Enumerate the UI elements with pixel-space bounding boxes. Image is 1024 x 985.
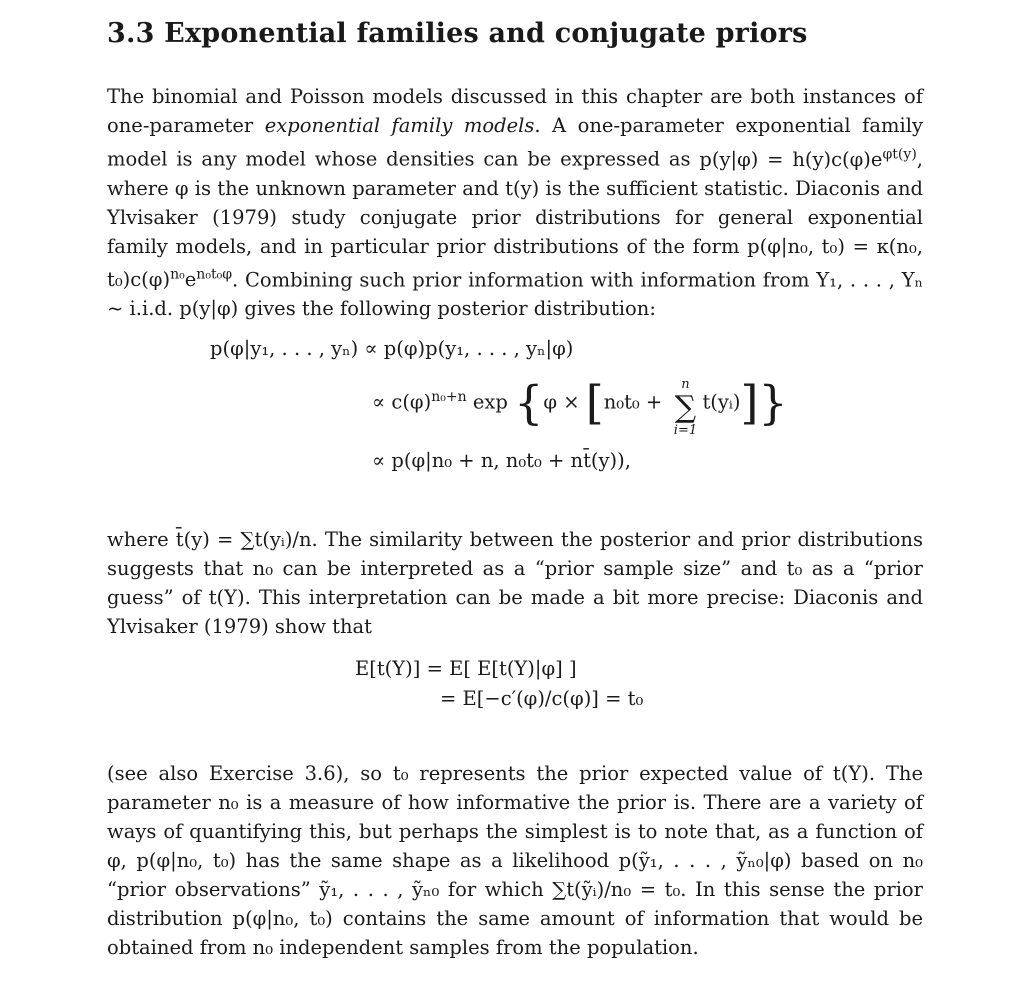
textbook-page <box>107 18 923 962</box>
emphasis-exponential-family: exponential family models <box>264 114 535 137</box>
intro-paragraph <box>107 82 923 323</box>
expectation-line-2: = E[−c′(φ)/c(φ)] = t₀ <box>440 687 644 711</box>
prior-formula: p(φ|n₀, t₀) = κ(n₀, $t_0)c(\varphi)^{n_0}e^{n_0t_0\varphi}$ <box>107 234 923 292</box>
posterior-line-2: ∝ $c(\varphi)^{n_0+n}$ exp {φ × [n₀t₀ + n ∑ i=1 t(yᵢ)]} <box>372 376 788 439</box>
summation-symbol: n ∑ i=1 <box>673 377 698 439</box>
intro-text-b: . A one-parameter exponential family model is any model whose densities can be expressed as <box>107 114 923 171</box>
prior-information-paragraph: (see also Exercise 3.6), so t₀ represents the prior expected value of t(Y). The parameter n₀ is a measure of how informative the prior is. There are a variety of ways of quantifying this, but perhaps the simplest is to note that, as a function of φ, p(φ|n₀, t₀) has the same shape as a likelihood p(ỹ₁, . . . , ỹₙ₀|φ) based on n₀ “prior observations” ỹ₁, . . . , ỹₙ₀ for which ∑t(ỹᵢ)/n₀ = t₀. In this sense the prior distribution p(φ|n₀, t₀) contains the same amount of information that would be obtained from n₀ independent samples from the population. <box>107 762 923 960</box>
expectation-equation <box>107 657 923 741</box>
section-heading: 3.3 Exponential families and conjugate priors <box>107 18 808 49</box>
expectation-line-1: E[t(Y)] = E[ E[t(Y)|φ] ] <box>355 657 577 681</box>
interpretation-paragraph: where t̄(y) = ∑t(yᵢ)/n. The similarity between the posterior and prior distributions suggests that n₀ can be interpreted as a “prior sample size” and t₀ as a “prior guess” of t(Y). This interpretation can be made a bit more precise: Diaconis and Ylvisaker (1979) show that <box>107 528 923 639</box>
intro-text-a: The binomial and Poisson models discussed in this chapter are both instances of one-parameter <box>107 85 923 137</box>
posterior-line-1: p(φ|y₁, . . . , yₙ) ∝ p(φ)p(y₁, . . . , yₙ|φ) <box>210 337 574 361</box>
density-formula: $p(y|\varphi) = h(y)c(\varphi)e^{\varphi t(y)}$ <box>699 146 917 171</box>
posterior-equation <box>107 337 923 507</box>
intro-text-d: . Combining such prior information with information from Y₁, . . . , Yₙ ~ i.i.d. p(y|φ) gives the following posterior distribution: <box>107 268 923 321</box>
posterior-line-3: ∝ p(φ|n₀ + n, n₀t₀ + nt̄(y)), <box>372 449 631 473</box>
intro-text-c: , where φ is the unknown parameter and t(y) is the sufficient statistic. Diaconis and Ylvisaker (1979) study conjugate prior distributions for general exponential family models, and in particular prior distributions of the form <box>107 147 923 258</box>
